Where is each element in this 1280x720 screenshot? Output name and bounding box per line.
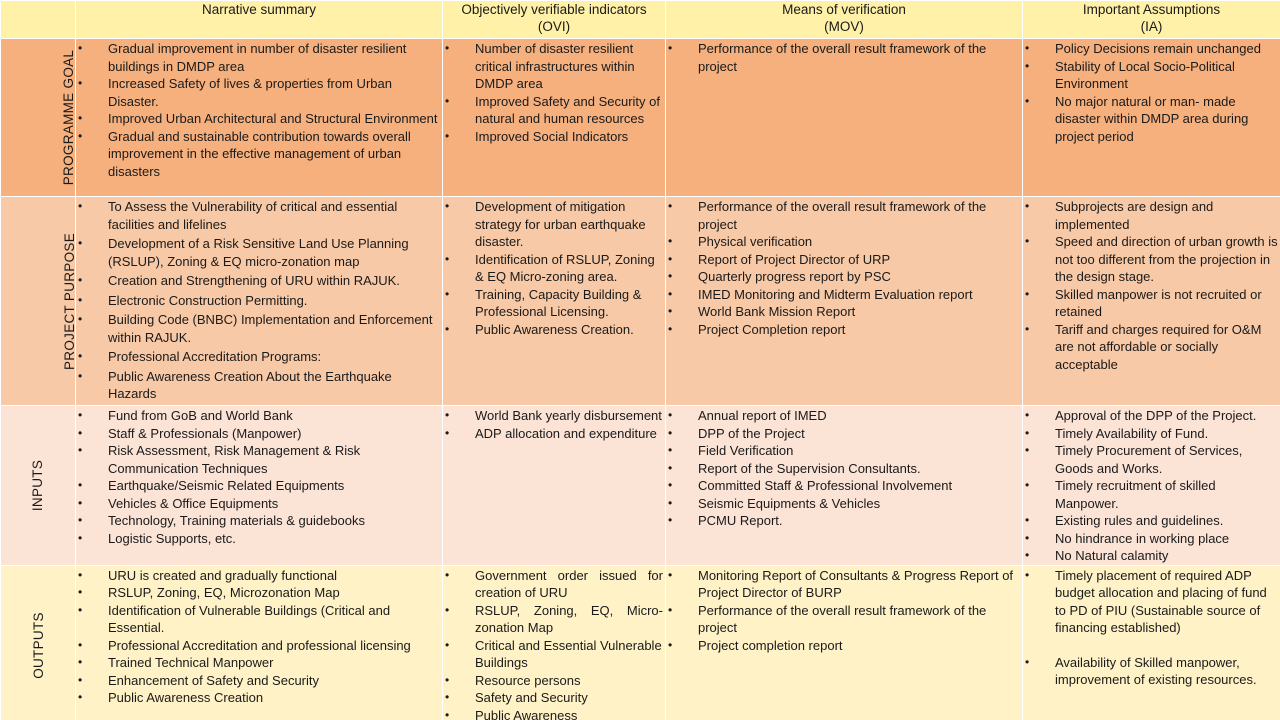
list-item: • Approval of the DPP of the Project. [1055,407,1280,425]
list-item: • Fund from GoB and World Bank [108,407,442,425]
list-item: • Professional Accreditation Programs: [108,348,442,366]
list-item: • Risk Assessment, Risk Management & Risk Communication Techniques [108,442,442,477]
list-item: • Field Verification [698,442,1022,460]
bullet-list [666,197,1022,338]
list-item: • Development of a Risk Sensitive Land Use Planning (RSLUP), Zoning & EQ micro-zonation map [108,235,442,270]
row-outputs [1,565,1280,720]
cell-mov [666,565,1023,720]
list-item: • Physical verification [698,233,1022,251]
header-mov-label: Means of verification [782,2,906,17]
list-item: • Report of the Supervision Consultants. [698,460,1022,478]
list-item: • Stability of Local Socio-Political Environment [1055,58,1280,93]
list-item: • Availability of Skilled manpower, improvement of existing resources. [1055,654,1280,689]
list-item: • Logistic Supports, etc. [108,530,442,548]
list-item: • Existing rules and guidelines. [1055,512,1280,530]
list-item: • Number of disaster resilient critical infrastructures within DMDP area [475,40,665,93]
header-mov-abbr: (MOV) [824,19,864,34]
list-item: • Monitoring Report of Consultants & Progress Report of Project Director of BURP [698,567,1022,602]
bullet-list [1023,197,1280,373]
list-item: • Public Awareness Creation About the Earthquake Hazards [108,368,442,403]
row-label: INPUTS [30,459,46,511]
header-row [1,1,1280,39]
list-item: • Government order issued for creation of URU [475,567,665,602]
cell-ovi [443,406,666,566]
header-ovi-abbr: (OVI) [537,19,571,34]
cell-ia [1023,406,1280,566]
list-item: • Performance of the overall result framework of the project [698,40,1022,75]
cell-narrative [76,39,443,197]
list-item: • Committed Staff & Professional Involvement [698,477,1022,495]
list-item: • Building Code (BNBC) Implementation and Enforcement within RAJUK. [108,311,442,346]
list-item: • No Natural calamity [1055,547,1280,565]
row-label: OUTPUTS [30,612,46,679]
cell-mov [666,197,1023,406]
header-corner [1,1,76,39]
bullet-list [443,406,665,442]
list-item: • RSLUP, Zoning, EQ, Micro-zonation Map [475,602,665,637]
list-item: • Creation and Strengthening of URU within RAJUK. [108,272,442,290]
list-item: • Vehicles & Office Equipments [108,495,442,513]
list-item: • Improved Urban Architectural and Structural Environment [108,110,442,128]
list-item: • Subprojects are design and implemented [1055,198,1280,233]
header-ovi-label: Objectively verifiable indicators [461,2,647,17]
bullet-list [76,406,442,547]
row-inputs [1,406,1280,566]
list-item: • Professional Accreditation and professional licensing [108,637,442,655]
bullet-list [666,566,1022,655]
bullet-list [443,197,665,338]
list-item: • Annual report of IMED [698,407,1022,425]
cell-mov [666,39,1023,197]
list-item: • Technology, Training materials & guidebooks [108,512,442,530]
list-item: • Critical and Essential Vulnerable Buildings [475,637,665,672]
list-item: • Performance of the overall result framework of the project [698,602,1022,637]
list-item: • Project completion report [698,637,1022,655]
list-item: • Project Completion report [698,321,1022,339]
cell-narrative [76,406,443,566]
cell-ia [1023,39,1280,197]
list-item: • Staff & Professionals (Manpower) [108,425,442,443]
row-project-purpose [1,197,1280,406]
list-item: • ADP allocation and expenditure [475,425,665,443]
cell-ovi [443,565,666,720]
header-ia-label: Important Assumptions [1082,2,1221,17]
bullet-list [1023,39,1280,145]
list-item: • Safety and Security [475,689,665,707]
header-ia-abbr: (IA) [1140,19,1163,34]
row-label-cell [1,406,76,566]
list-item: • Resource persons [475,672,665,690]
list-item: • Quarterly progress report by PSC [698,268,1022,286]
list-item: • Improved Safety and Security of natural and human resources [475,93,665,128]
row-label-cell [1,197,76,406]
list-item: • Earthquake/Seismic Related Equipments [108,477,442,495]
row-label-cell [1,39,76,197]
row-label-cell [1,565,76,720]
bullet-list [666,39,1022,75]
bullet-list [1023,406,1280,565]
cell-ovi [443,39,666,197]
row-label: PROGRAMME GOAL [61,49,77,186]
list-item: • Identification of Vulnerable Buildings (Critical and Essential. [108,602,442,637]
list-item: • Public Awareness [475,707,665,720]
list-item: • Trained Technical Manpower [108,654,442,672]
bullet-list [443,39,665,145]
header-narrative-label: Narrative summary [201,2,317,17]
list-item: • Gradual and sustainable contribution towards overall improvement in the effective management of urban disasters [108,128,442,181]
bullet-list [76,197,442,403]
row-programme-goal [1,39,1280,197]
bullet-list [666,406,1022,530]
list-item: • Timely Procurement of Services, Goods and Works. [1055,442,1280,477]
list-item: • Electronic Construction Permitting. [108,292,442,310]
list-item: • IMED Monitoring and Midterm Evaluation report [698,286,1022,304]
row-label: PROJECT PURPOSE [62,232,78,370]
cell-ia [1023,565,1280,720]
list-item: • DPP of the Project [698,425,1022,443]
bullet-list [76,39,442,180]
bullet-list [1023,566,1280,689]
list-item: • Report of Project Director of URP [698,251,1022,269]
cell-narrative [76,197,443,406]
list-item: • Public Awareness Creation [108,689,442,707]
list-item: • PCMU Report. [698,512,1022,530]
header-narrative [76,1,443,39]
list-item: • World Bank yearly disbursement [475,407,665,425]
list-item: • URU is created and gradually functional [108,567,442,585]
list-item: • World Bank Mission Report [698,303,1022,321]
list-item: • Timely Availability of Fund. [1055,425,1280,443]
list-item: • Training, Capacity Building & Professional Licensing. [475,286,665,321]
list-item: • Skilled manpower is not recruited or retained [1055,286,1280,321]
list-item: • No major natural or man- made disaster within DMDP area during project period [1055,93,1280,146]
bullet-list [443,566,665,720]
list-item: • To Assess the Vulnerability of critical and essential facilities and lifelines [108,198,442,233]
list-item: • Identification of RSLUP, Zoning & EQ Micro-zoning area. [475,251,665,286]
list-item: • Policy Decisions remain unchanged [1055,40,1280,58]
cell-mov [666,406,1023,566]
list-item: • Improved Social Indicators [475,128,665,146]
list-item: • Enhancement of Safety and Security [108,672,442,690]
cell-ia [1023,197,1280,406]
cell-ovi [443,197,666,406]
list-item: • Timely placement of required ADP budget allocation and placing of fund to PD of PIU (Sustainable source of financing established) [1055,567,1280,637]
list-item: • Timely recruitment of skilled Manpower. [1055,477,1280,512]
header-mov [666,1,1023,39]
list-item: • No hindrance in working place [1055,530,1280,548]
list-item: • Performance of the overall result framework of the project [698,198,1022,233]
list-item: • Tariff and charges required for O&M are not affordable or socially acceptable [1055,321,1280,374]
list-item: • Development of mitigation strategy for urban earthquake disaster. [475,198,665,251]
list-item: • Speed and direction of urban growth is not too different from the projection in the design stage. [1055,233,1280,286]
list-item: • RSLUP, Zoning, EQ, Microzonation Map [108,584,442,602]
list-item: • Gradual improvement in number of disaster resilient buildings in DMDP area [108,40,442,75]
cell-narrative [76,565,443,720]
list-item: • Seismic Equipments & Vehicles [698,495,1022,513]
header-ia [1023,1,1280,39]
header-ovi [443,1,666,39]
list-item: • Public Awareness Creation. [475,321,665,339]
list-item: • Increased Safety of lives & properties from Urban Disaster. [108,75,442,110]
bullet-list [76,566,442,707]
